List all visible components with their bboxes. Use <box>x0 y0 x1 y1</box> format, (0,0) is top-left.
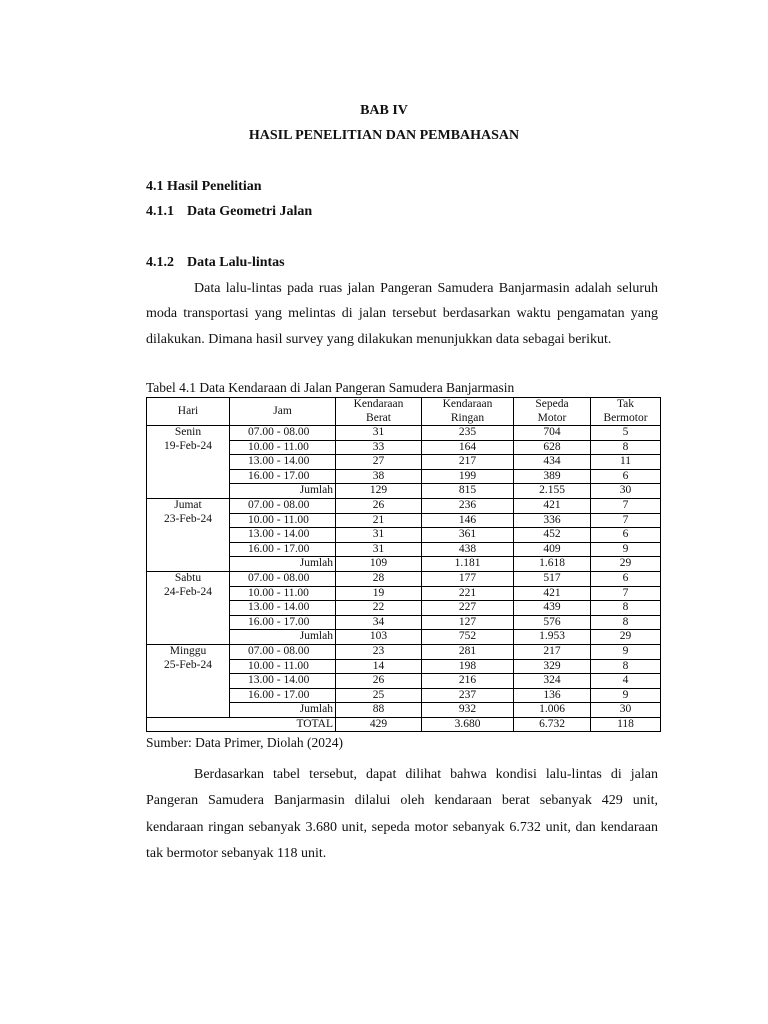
tak-bermotor-sum: 29 <box>591 630 661 645</box>
day-name: Sabtu <box>174 571 202 584</box>
traffic-data-table <box>146 397 661 732</box>
tak-bermotor-cell: 4 <box>591 674 661 689</box>
table-source: Sumber: Data Primer, Diolah (2024) <box>146 735 344 750</box>
tak-bermotor-cell: 7 <box>591 498 661 513</box>
ringan-sum: 1.181 <box>422 557 514 572</box>
motor-sum: 1.618 <box>514 557 591 572</box>
time-cell: 07.00 - 08.00 <box>230 426 336 441</box>
motor-sum: 2.155 <box>514 484 591 499</box>
tak-bermotor-cell: 6 <box>591 571 661 586</box>
ringan-cell: 281 <box>422 644 514 659</box>
berat-sum: 129 <box>336 484 422 499</box>
tak-bermotor-cell: 5 <box>591 426 661 441</box>
berat-cell: 38 <box>336 469 422 484</box>
motor-cell: 434 <box>514 455 591 470</box>
total-label: TOTAL <box>147 717 336 732</box>
motor-cell: 439 <box>514 601 591 616</box>
day-cell <box>147 498 230 571</box>
motor-cell: 452 <box>514 528 591 543</box>
table-header-row <box>147 398 661 426</box>
berat-sum: 103 <box>336 630 422 645</box>
header-line: Bermotor <box>603 411 648 424</box>
motor-sum: 1.953 <box>514 630 591 645</box>
time-cell: 16.00 - 17.00 <box>230 542 336 557</box>
tak-bermotor-sum: 30 <box>591 703 661 718</box>
header-line: Sepeda <box>535 398 569 410</box>
ringan-cell: 127 <box>422 615 514 630</box>
berat-sum: 109 <box>336 557 422 572</box>
jumlah-label: Jumlah <box>230 484 336 499</box>
motor-cell: 136 <box>514 688 591 703</box>
time-cell: 07.00 - 08.00 <box>230 571 336 586</box>
ringan-cell: 361 <box>422 528 514 543</box>
time-cell: 10.00 - 11.00 <box>230 513 336 528</box>
day-name: Jumat <box>174 498 202 511</box>
ringan-cell: 237 <box>422 688 514 703</box>
ringan-cell: 199 <box>422 469 514 484</box>
tak-bermotor-cell: 8 <box>591 601 661 616</box>
subsection-heading-geometri <box>146 204 312 220</box>
table-row <box>147 571 661 586</box>
header-sepeda-motor <box>514 398 591 426</box>
berat-cell: 34 <box>336 615 422 630</box>
tak-bermotor-cell: 6 <box>591 528 661 543</box>
motor-cell: 409 <box>514 542 591 557</box>
table-caption: Tabel 4.1 Data Kendaraan di Jalan Pangeran Samudera Banjarmasin <box>146 380 515 395</box>
tak-bermotor-cell: 11 <box>591 455 661 470</box>
jumlah-label: Jumlah <box>230 557 336 572</box>
paragraph-intro: Data lalu-lintas pada ruas jalan Pangeran Samudera Banjarmasin adalah seluruh moda transportasi yang melintas di jalan tersebut berdasarkan waktu pengamatan yang dilakukan. Dimana hasil survey yang dilakukan menunjukkan data sebagai berikut. <box>146 281 658 347</box>
subsection-heading-lalulintas <box>146 255 285 271</box>
motor-cell: 704 <box>514 426 591 441</box>
motor-cell: 421 <box>514 498 591 513</box>
jumlah-label: Jumlah <box>230 630 336 645</box>
header-jam: Jam <box>230 398 336 426</box>
table-row <box>147 644 661 659</box>
time-cell: 16.00 - 17.00 <box>230 688 336 703</box>
tak-bermotor-cell: 9 <box>591 644 661 659</box>
ringan-cell: 177 <box>422 571 514 586</box>
time-cell: 10.00 - 11.00 <box>230 440 336 455</box>
tak-bermotor-cell: 7 <box>591 586 661 601</box>
tak-bermotor-cell: 8 <box>591 615 661 630</box>
time-cell: 16.00 - 17.00 <box>230 615 336 630</box>
motor-cell: 576 <box>514 615 591 630</box>
chapter-title: HASIL PENELITIAN DAN PEMBAHASAN <box>248 128 520 143</box>
subsection-number: 4.1.2 <box>146 255 174 270</box>
berat-cell: 26 <box>336 498 422 513</box>
ringan-cell: 236 <box>422 498 514 513</box>
time-cell: 07.00 - 08.00 <box>230 644 336 659</box>
berat-cell: 26 <box>336 674 422 689</box>
motor-total: 6.732 <box>514 717 591 732</box>
motor-cell: 324 <box>514 674 591 689</box>
berat-sum: 88 <box>336 703 422 718</box>
motor-cell: 628 <box>514 440 591 455</box>
day-name: Senin <box>174 426 202 438</box>
time-cell: 13.00 - 14.00 <box>230 528 336 543</box>
day-cell <box>147 426 230 499</box>
ringan-cell: 221 <box>422 586 514 601</box>
motor-cell: 336 <box>514 513 591 528</box>
subsection-title: Data Geometri Jalan <box>187 204 313 219</box>
ringan-sum: 815 <box>422 484 514 499</box>
ringan-total: 3.680 <box>422 717 514 732</box>
tak-bermotor-total: 118 <box>591 717 661 732</box>
ringan-cell: 216 <box>422 674 514 689</box>
berat-cell: 22 <box>336 601 422 616</box>
header-line: Berat <box>366 411 391 424</box>
motor-cell: 329 <box>514 659 591 674</box>
header-line: Motor <box>537 411 567 424</box>
berat-cell: 21 <box>336 513 422 528</box>
berat-cell: 33 <box>336 440 422 455</box>
header-kendaraan-berat <box>336 398 422 426</box>
tak-bermotor-cell: 9 <box>591 542 661 557</box>
day-name: Minggu <box>169 644 207 657</box>
motor-cell: 517 <box>514 571 591 586</box>
tak-bermotor-cell: 8 <box>591 659 661 674</box>
header-tak-bermotor <box>591 398 661 426</box>
day-cell <box>147 571 230 644</box>
chapter-number: BAB IV <box>360 103 408 118</box>
ringan-cell: 217 <box>422 455 514 470</box>
table-row <box>147 498 661 513</box>
motor-cell: 421 <box>514 586 591 601</box>
header-hari: Hari <box>147 398 230 426</box>
day-date: 25-Feb-24 <box>164 658 212 671</box>
time-cell: 07.00 - 08.00 <box>230 498 336 513</box>
tak-bermotor-sum: 30 <box>591 484 661 499</box>
tak-bermotor-cell: 8 <box>591 440 661 455</box>
berat-cell: 19 <box>336 586 422 601</box>
table-row <box>147 426 661 441</box>
header-line: Tak <box>616 398 635 410</box>
time-cell: 13.00 - 14.00 <box>230 455 336 470</box>
day-cell <box>147 644 230 717</box>
total-row <box>147 717 661 732</box>
time-cell: 10.00 - 11.00 <box>230 586 336 601</box>
ringan-cell: 164 <box>422 440 514 455</box>
berat-cell: 14 <box>336 659 422 674</box>
section-heading: 4.1 Hasil Penelitian <box>146 179 262 194</box>
berat-cell: 31 <box>336 528 422 543</box>
subsection-title: Data Lalu-lintas <box>187 255 285 270</box>
motor-sum: 1.006 <box>514 703 591 718</box>
header-line: Kendaraan <box>442 398 493 410</box>
ringan-sum: 752 <box>422 630 514 645</box>
time-cell: 13.00 - 14.00 <box>230 674 336 689</box>
tak-bermotor-cell: 9 <box>591 688 661 703</box>
tak-bermotor-cell: 7 <box>591 513 661 528</box>
subsection-number: 4.1.1 <box>146 204 174 219</box>
ringan-cell: 438 <box>422 542 514 557</box>
time-cell: 13.00 - 14.00 <box>230 601 336 616</box>
ringan-sum: 932 <box>422 703 514 718</box>
berat-cell: 31 <box>336 426 422 441</box>
ringan-cell: 198 <box>422 659 514 674</box>
berat-cell: 31 <box>336 542 422 557</box>
paragraph-conclusion: Berdasarkan tabel tersebut, dapat dilihat bahwa kondisi lalu-lintas di jalan Pangeran Samudera Banjarmasin dilalui oleh kendaraan berat sebanyak 429 unit, kendaraan ringan sebanyak 3.680 unit, sepeda motor sebanyak 6.732 unit, dan kendaraan tak bermotor sebanyak 118 unit. <box>146 767 658 861</box>
jumlah-label: Jumlah <box>230 703 336 718</box>
time-cell: 10.00 - 11.00 <box>230 659 336 674</box>
ringan-cell: 146 <box>422 513 514 528</box>
header-line: Ringan <box>450 411 485 424</box>
berat-cell: 23 <box>336 644 422 659</box>
berat-cell: 28 <box>336 571 422 586</box>
berat-total: 429 <box>336 717 422 732</box>
motor-cell: 389 <box>514 469 591 484</box>
day-date: 24-Feb-24 <box>164 585 212 598</box>
ringan-cell: 235 <box>422 426 514 441</box>
day-date: 19-Feb-24 <box>164 439 212 452</box>
tak-bermotor-cell: 6 <box>591 469 661 484</box>
header-line: Kendaraan <box>353 398 404 410</box>
ringan-cell: 227 <box>422 601 514 616</box>
berat-cell: 25 <box>336 688 422 703</box>
time-cell: 16.00 - 17.00 <box>230 469 336 484</box>
motor-cell: 217 <box>514 644 591 659</box>
table-body <box>147 426 661 732</box>
berat-cell: 27 <box>336 455 422 470</box>
day-date: 23-Feb-24 <box>164 512 212 525</box>
header-kendaraan-ringan <box>422 398 514 426</box>
tak-bermotor-sum: 29 <box>591 557 661 572</box>
